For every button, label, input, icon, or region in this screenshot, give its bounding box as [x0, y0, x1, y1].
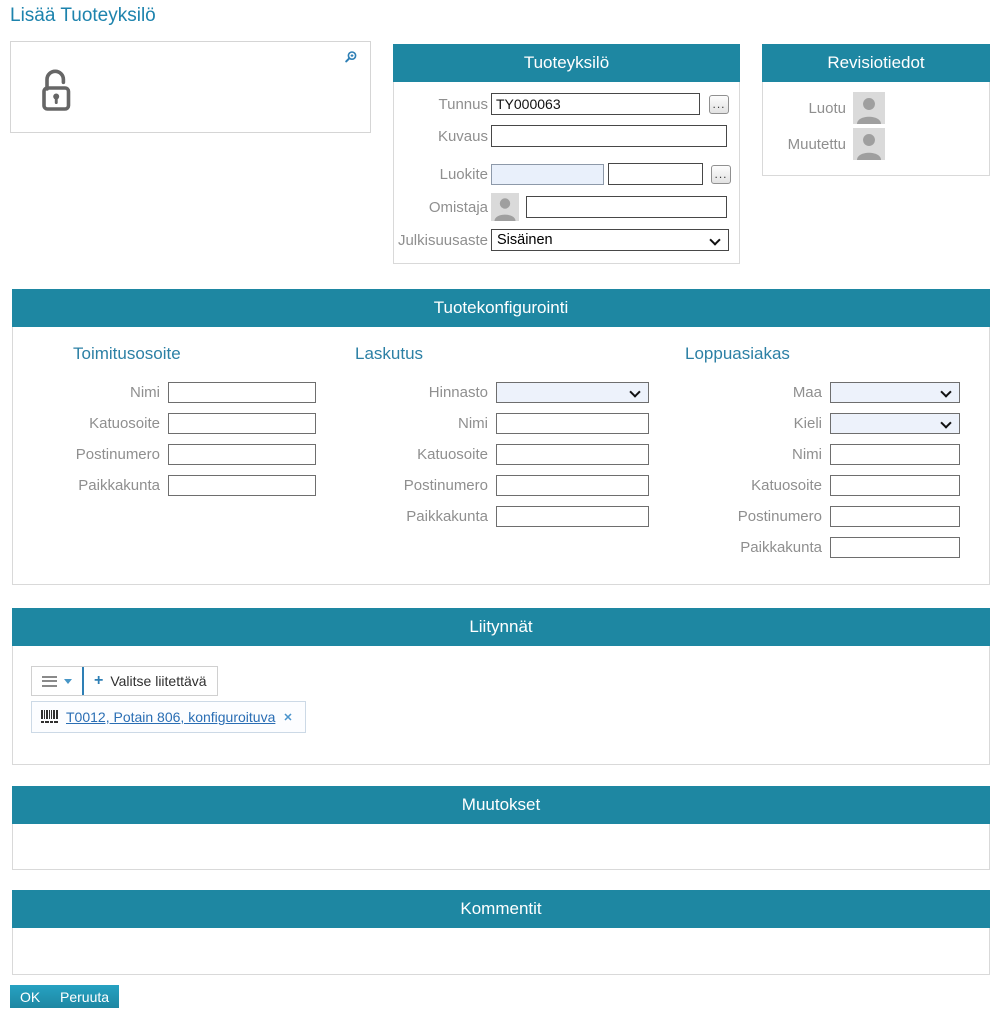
- field-row: [20, 382, 316, 403]
- field-row: [20, 413, 316, 434]
- caret-down-icon: [64, 679, 72, 684]
- laskutus-hinnasto-label: Hinnasto: [428, 384, 488, 401]
- toimitus-postinumero-input[interactable]: [168, 444, 316, 465]
- luokite-label: Luokite: [439, 165, 488, 183]
- field-row: [20, 444, 316, 465]
- section-title-loppuasiakas: Loppuasiakas: [685, 344, 790, 363]
- field-row: [682, 475, 960, 496]
- zoom-preview-icon[interactable]: [344, 50, 358, 69]
- panel-tuotekonfigurointi: [12, 289, 990, 585]
- laskutus-postinumero-label: Postinumero: [403, 477, 488, 494]
- panel-kommentit-body: [12, 928, 990, 975]
- field-row-tunnus: [394, 92, 739, 116]
- loppuasiakas-nimi-input[interactable]: [830, 444, 960, 465]
- barcode-icon: [41, 710, 58, 724]
- toimitus-paikkakunta-input[interactable]: [168, 475, 316, 496]
- panel-muutokset-header: Muutokset: [12, 786, 990, 824]
- field-row-muutettu: [763, 128, 989, 160]
- panel-revisiotiedot-body: [762, 82, 990, 176]
- panel-kommentit: [12, 890, 990, 975]
- panel-revisiotiedot: [762, 44, 990, 176]
- panel-liitynnat: [12, 608, 990, 765]
- remove-attachment-icon[interactable]: ✕: [283, 711, 293, 724]
- tunnus-browse-button[interactable]: ...: [709, 95, 729, 114]
- attached-item-link[interactable]: T0012, Potain 806, konfiguroituva: [66, 709, 276, 725]
- loppuasiakas-katuosoite-input[interactable]: [830, 475, 960, 496]
- loppuasiakas-postinumero-input[interactable]: [830, 506, 960, 527]
- column-toimitusosoite: [20, 382, 316, 496]
- panel-tuotekonfigurointi-header: Tuotekonfigurointi: [12, 289, 990, 327]
- toimitus-nimi-input[interactable]: [168, 382, 316, 403]
- field-row: [682, 413, 960, 434]
- field-row: [682, 444, 960, 465]
- ok-button[interactable]: OK: [10, 985, 50, 1008]
- field-row-omistaja: [394, 192, 739, 222]
- luokite-value-input[interactable]: [608, 163, 703, 185]
- panel-tuoteyksilo-header: Tuoteyksilö: [393, 44, 740, 82]
- panel-kommentit-header: Kommentit: [12, 890, 990, 928]
- tunnus-label: Tunnus: [438, 95, 488, 113]
- column-loppuasiakas: [682, 382, 960, 558]
- field-row-kuvaus: [394, 124, 739, 148]
- toimitus-paikkakunta-label: Paikkakunta: [78, 477, 160, 494]
- field-row: [348, 506, 649, 527]
- page-title: Lisää Tuoteyksilö: [10, 5, 156, 26]
- section-title-toimitusosoite: Toimitusosoite: [73, 344, 181, 363]
- section-title-laskutus: Laskutus: [355, 344, 424, 363]
- laskutus-nimi-label: Nimi: [458, 415, 488, 432]
- laskutus-postinumero-input[interactable]: [496, 475, 649, 496]
- toimitus-nimi-label: Nimi: [130, 384, 160, 401]
- panel-tuoteyksilo: [393, 44, 740, 264]
- laskutus-paikkakunta-input[interactable]: [496, 506, 649, 527]
- panel-tuotekonfigurointi-body: [12, 327, 990, 585]
- omistaja-label: Omistaja: [428, 198, 488, 216]
- field-row-luokite: [394, 162, 739, 186]
- menu-icon: [42, 673, 57, 689]
- loppuasiakas-katuosoite-label: Katuosoite: [751, 477, 822, 494]
- loppuasiakas-maa-select[interactable]: [830, 382, 960, 403]
- laskutus-katuosoite-input[interactable]: [496, 444, 649, 465]
- field-row: [682, 506, 960, 527]
- unlock-icon: [38, 68, 74, 117]
- plus-icon: +: [94, 672, 104, 689]
- field-row: [682, 537, 960, 558]
- loppuasiakas-kieli-select[interactable]: [830, 413, 960, 434]
- muutettu-avatar-icon: [853, 128, 885, 160]
- add-attachment-button[interactable]: [84, 667, 217, 695]
- field-row-julkisuusaste: [394, 228, 739, 252]
- field-row: [348, 413, 649, 434]
- attached-item-chip: [31, 701, 306, 733]
- panel-liitynnat-body: [12, 646, 990, 765]
- image-preview-box: [10, 41, 371, 133]
- luotu-label: Luotu: [808, 99, 846, 117]
- loppuasiakas-postinumero-label: Postinumero: [737, 508, 822, 525]
- toimitus-katuosoite-input[interactable]: [168, 413, 316, 434]
- luotu-avatar-icon: [853, 92, 885, 124]
- liitynnat-toolbar: [31, 666, 218, 696]
- panel-muutokset: [12, 786, 990, 870]
- owner-avatar-icon: [491, 193, 519, 221]
- panel-tuoteyksilo-body: [393, 82, 740, 264]
- luokite-class-input[interactable]: [491, 164, 604, 185]
- laskutus-hinnasto-select[interactable]: [496, 382, 649, 403]
- toimitus-postinumero-label: Postinumero: [75, 446, 160, 463]
- muutettu-label: Muutettu: [787, 135, 846, 153]
- add-attachment-label: Valitse liitettävä: [110, 673, 207, 689]
- loppuasiakas-maa-label: Maa: [792, 384, 822, 401]
- field-row: [348, 382, 649, 403]
- tunnus-input[interactable]: [491, 93, 700, 115]
- panel-revisiotiedot-header: Revisiotiedot: [762, 44, 990, 82]
- luokite-browse-button[interactable]: ...: [711, 165, 731, 184]
- field-row: [348, 475, 649, 496]
- loppuasiakas-nimi-label: Nimi: [792, 446, 822, 463]
- loppuasiakas-kieli-label: Kieli: [793, 415, 822, 432]
- cancel-button[interactable]: Peruuta: [50, 985, 119, 1008]
- panel-liitynnat-header: Liitynnät: [12, 608, 990, 646]
- field-row: [682, 382, 960, 403]
- toimitus-katuosoite-label: Katuosoite: [89, 415, 160, 432]
- laskutus-katuosoite-label: Katuosoite: [417, 446, 488, 463]
- field-row-luotu: [763, 92, 989, 124]
- loppuasiakas-paikkakunta-input[interactable]: [830, 537, 960, 558]
- laskutus-nimi-input[interactable]: [496, 413, 649, 434]
- laskutus-paikkakunta-label: Paikkakunta: [406, 508, 488, 525]
- field-row: [20, 475, 316, 496]
- loppuasiakas-paikkakunta-label: Paikkakunta: [740, 539, 822, 556]
- julkisuusaste-select[interactable]: Sisäinen: [491, 229, 729, 251]
- panel-muutokset-body: [12, 824, 990, 870]
- kuvaus-label: Kuvaus: [437, 127, 488, 145]
- column-laskutus: [348, 382, 649, 527]
- omistaja-input[interactable]: [526, 196, 727, 218]
- julkisuusaste-label: Julkisuusaste: [397, 231, 488, 249]
- field-row: [348, 444, 649, 465]
- list-menu-button[interactable]: [32, 667, 82, 695]
- kuvaus-input[interactable]: [491, 125, 727, 147]
